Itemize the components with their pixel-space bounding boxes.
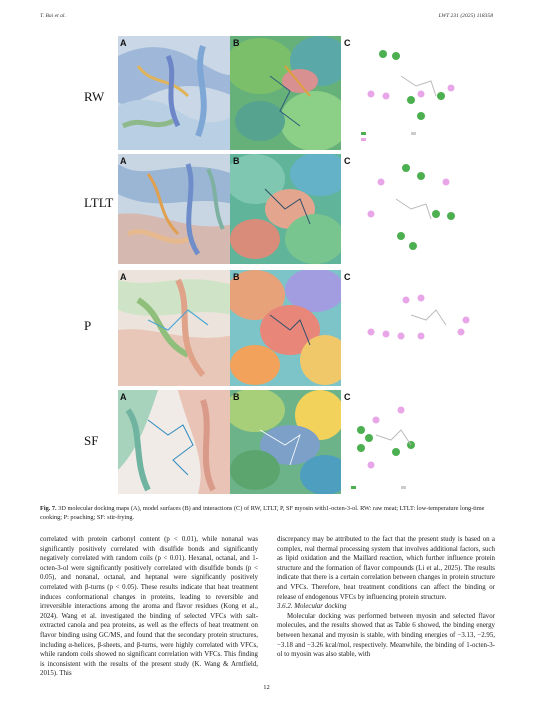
right-column — [277, 535, 495, 660]
panel-label-a: A — [120, 38, 127, 48]
panel-label-c: C — [344, 392, 351, 402]
p-docking-map — [118, 270, 233, 386]
running-header-authors: T. Bai et al. — [40, 13, 66, 19]
sf-docking-map — [118, 390, 233, 494]
row-label-rw: RW — [84, 89, 105, 104]
sf-interaction-diagram — [341, 390, 490, 494]
right-column-paragraph: discrepancy may be attributed to the fact that the present study is based on a complex, real thermal processing system that involves additional factors, such as lipid oxidation and the Maillard reaction, which further influence protein structure and the formation of flavor compounds (Li et al., 2025). The results indicate that there is a certain correlation between changes in protein structure and VFCs. Therefore, heat treatment conditions can affect the binding or release of endogenous VFCs by influencing protein structure. — [277, 536, 495, 601]
row-label-ltlt: LTLT — [84, 195, 114, 210]
panel-label-a: A — [120, 272, 127, 282]
figure-caption-text: 3D molecular docking maps (A), model surfaces (B) and interactions (C) of RW, LTLT, P, SF myosin with1-octen-3-ol. RW: raw meat; LTLT: low-temperature long-time cooking; P: poaching; SF: stir-frying. — [40, 505, 485, 521]
figure-caption — [40, 504, 493, 522]
panel-label-c: C — [344, 272, 351, 282]
rw-model-surface — [230, 36, 344, 150]
left-column-paragraph: correlated with protein carbonyl content (p < 0.01), while nonanal was significantly positively correlated with disulfide bonds and significantly negatively correlated with random coils (p < 0.01). Hexanal, octanal, and 1-octen-3-ol were significantly positively correlated with disulfide bonds (p < 0.05), and nonanal, octanal, and heptanal were significantly positively correlated with β-turns (p < 0.05). These results indicate that heat treatment induces conformational changes in proteins, leading to reversible and irreversible interactions among the aroma and flavor residues (Kong et al., 2024). Wang et al. investigated the binding of selected VFCs with salt-extracted canola and pea proteins, as well as the effects of heat treatment on flavor binding using GC/MS, and found that the secondary protein structures, including α-helices, β-sheets, and β-turns, were highly correlated with VFCs, while random coils showed no significant correlation with VFCs. This finding is inconsistent with the results of the present study (K. Wang & Arntfield, 2015). This — [40, 536, 258, 678]
p-interaction-diagram — [341, 270, 490, 386]
section-heading: 3.6.2. Molecular docking — [277, 603, 347, 611]
sf-model-surface — [230, 390, 344, 494]
left-column — [40, 535, 258, 679]
figure-caption-label: Fig. 7. — [40, 505, 57, 512]
row-label-sf: SF — [84, 433, 99, 448]
p-model-surface — [230, 270, 344, 386]
rw-interaction-diagram — [341, 36, 490, 150]
panel-label-b: B — [233, 156, 240, 166]
panel-label-c: C — [344, 38, 351, 48]
ltlt-docking-map — [118, 154, 233, 264]
panel-label-a: A — [120, 156, 127, 166]
panel-label-b: B — [233, 38, 240, 48]
ltlt-interaction-diagram — [341, 154, 490, 264]
panel-label-c: C — [344, 156, 351, 166]
figure-7 — [84, 36, 490, 494]
running-header-journal: LWT 231 (2025) 118358 — [438, 13, 493, 19]
section-paragraph: Molecular docking was performed between myosin and selected flavor molecules, and the results showed that as Table 6 showed, the binding energy between hexanal and myosin is stable, with binding energies of −3.13, −2.95, −3.18 and −3.26 kcal/mol, respectively. Meanwhile, the binding of 1-octen-3-ol to myosin was also stable, with — [277, 612, 495, 659]
row-label-p: P — [84, 318, 92, 333]
rw-docking-map — [118, 36, 233, 150]
panel-label-b: B — [233, 272, 240, 282]
page-number: 12 — [263, 684, 270, 691]
panel-label-a: A — [120, 392, 127, 402]
ltlt-model-surface — [230, 154, 344, 264]
panel-label-b: B — [233, 392, 240, 402]
